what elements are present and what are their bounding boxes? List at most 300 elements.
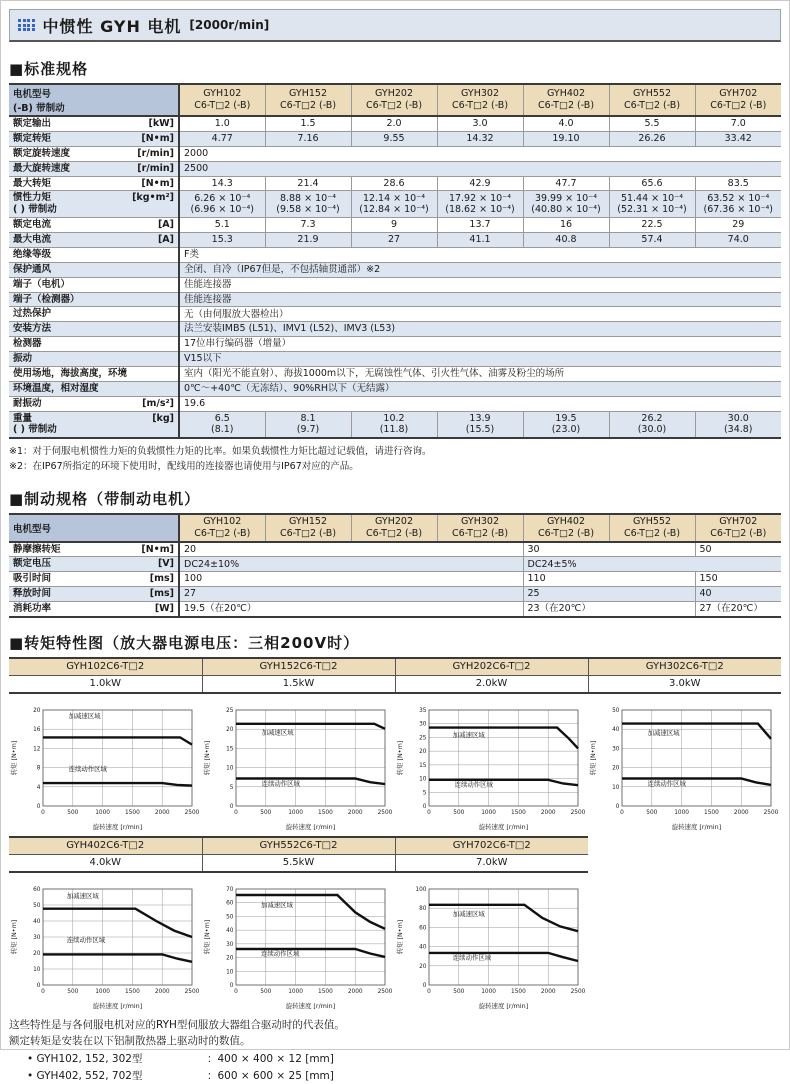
svg-text:4: 4 [36,784,41,791]
svg-text:15: 15 [226,746,234,753]
table-cell: 25 [523,587,695,602]
table-cell: 150 [695,572,781,587]
model-header-cell: GYH402 C6-T□2 (-B) [523,84,609,116]
svg-text:20: 20 [33,950,41,957]
table-cell: 重量 [kg] ( ) 带制动 [9,411,179,438]
svg-text:0: 0 [36,803,41,810]
table-cell: 57.4 [609,233,695,248]
svg-text:转矩 [N•m]: 转矩 [N•m] [203,740,211,776]
heatsink-size: ：600 × 600 × 25 [mm] [207,1069,334,1082]
table-cell: 47.7 [523,176,609,191]
table-row [9,352,781,367]
table-cell: 26.26 [609,131,695,146]
svg-text:旋转速度 [r/min]: 旋转速度 [r/min] [92,1001,143,1010]
table-cell: 静摩擦转矩 [N•m] [9,542,179,557]
svg-text:40: 40 [33,918,41,925]
table-cell: 74.0 [695,233,781,248]
model-header-cell: GYH702 C6-T□2 (-B) [695,514,781,542]
svg-text:连续动作区域: 连续动作区域 [647,779,686,788]
svg-text:16: 16 [33,727,41,734]
table-cell: 63.52 × 10⁻⁴ (67.36 × 10⁻⁴) [695,191,781,218]
chart-power-cell: 1.5kW [202,675,395,693]
table-cell: 19.6 [179,396,781,411]
svg-text:0: 0 [234,988,238,995]
svg-text:40: 40 [612,727,620,734]
table-cell: 最大旋转速度 [r/min] [9,161,179,176]
svg-text:20: 20 [419,749,427,756]
model-header-cell: GYH202 C6-T□2 (-B) [351,514,437,542]
dot-grid-icon [18,19,35,31]
svg-text:加减速区域: 加减速区域 [66,891,99,900]
table-cell: 21.9 [265,233,351,248]
table-row [9,218,781,233]
table-row [9,191,781,218]
table-cell: 使用场地，海拔高度，环境 [9,366,179,381]
svg-text:2500: 2500 [184,809,200,816]
heatsink-size: ：400 × 400 × 12 [mm] [207,1053,334,1066]
table-cell: 110 [523,572,695,587]
svg-text:0: 0 [41,809,45,816]
table-cell: 2000 [179,146,781,161]
svg-text:连续动作区域: 连续动作区域 [66,935,106,944]
table-cell: 19.5 (23.0) [523,411,609,438]
table-cell: 保护通风 [9,262,179,277]
svg-text:1000: 1000 [481,988,496,995]
svg-text:旋转速度 [r/min]: 旋转速度 [r/min] [285,1001,336,1010]
table-row [9,411,781,438]
torque-chart-cell [202,702,395,832]
svg-text:2500: 2500 [377,809,393,816]
table-cell: F类 [179,247,781,262]
svg-text:转矩 [N•m]: 转矩 [N•m] [589,740,597,776]
chart-power-cell: 2.0kW [395,675,588,693]
svg-text:20: 20 [419,963,427,970]
table-cell: 15.3 [179,233,265,248]
table-cell: 7.0 [695,116,781,131]
svg-text:2000: 2000 [347,809,363,816]
torque-chart-1.5kW [202,702,395,832]
table-row [9,247,781,262]
model-header-cell: GYH552 C6-T□2 (-B) [609,514,695,542]
svg-text:2500: 2500 [570,809,586,816]
table-cell: 5.1 [179,218,265,233]
svg-text:转矩 [N•m]: 转矩 [N•m] [10,740,18,776]
svg-text:2000: 2000 [540,809,556,816]
heatsink-model: • GYH402, 552, 702型 [27,1069,143,1082]
svg-text:连续动作区域: 连续动作区域 [452,953,492,962]
svg-text:0: 0 [620,809,624,816]
footer-notes [9,1017,781,1084]
svg-text:20: 20 [226,955,234,962]
svg-text:1000: 1000 [95,809,110,816]
note-1: ※1：对于伺服电机惯性力矩的负载惯性力矩的比率。如果负载惯性力矩比超过记载值，请进行咨询。 [9,446,432,458]
table-cell: 13.7 [437,218,523,233]
torque-chart-row1 [9,702,781,832]
table-cell: 33.42 [695,131,781,146]
table-row [9,322,781,337]
model-header-cell: GYH102 C6-T□2 (-B) [179,84,265,116]
svg-text:加减速区域: 加减速区域 [647,728,680,737]
page-title-suffix: [2000r/min] [189,18,270,32]
svg-text:0: 0 [36,982,41,989]
table-cell: 耐振动 [m/s²] [9,396,179,411]
torque-chart-header-row2-body [9,837,588,872]
torque-chart-2.0kW [395,702,588,832]
brake-spec-table [9,513,781,618]
svg-text:500: 500 [67,988,79,995]
table-cell: 额定输出 [kW] [9,116,179,131]
chart-model-cell: GYH102C6-T□2 [9,658,202,676]
table-row [9,307,781,322]
svg-text:500: 500 [67,809,79,816]
table-row [9,337,781,352]
torque-chart-5.5kW [202,881,395,1011]
note-2: ※2：在IP67所指定的环境下使用时，配线用的连接器也请使用与IP67对应的产品。 [9,460,359,472]
torque-chart-cell [588,702,781,832]
svg-text:连续动作区域: 连续动作区域 [261,949,300,958]
svg-text:500: 500 [260,988,272,995]
table-cell: 41.1 [437,233,523,248]
table-cell: 17位串行编码器（增量） [179,337,781,352]
table-cell: 法兰安装IMB5 (L51)、IMV1 (L52)、IMV3 (L53) [179,322,781,337]
table-cell: 14.3 [179,176,265,191]
svg-text:0: 0 [229,803,234,810]
table-cell: 19.5（在20℃） [179,602,523,617]
model-header-cell: GYH302 C6-T□2 (-B) [437,84,523,116]
table-cell: 30.0 (34.8) [695,411,781,438]
chart-power-cell: 4.0kW [9,854,202,872]
chart-model-row [9,837,588,855]
table-row [9,381,781,396]
table-cell: 额定转矩 [N•m] [9,131,179,146]
model-header-cell: GYH102 C6-T□2 (-B) [179,514,265,542]
table-cell: 4.77 [179,131,265,146]
brake-spec-table-body [9,514,781,617]
table-cell: 最大电流 [A] [9,233,179,248]
table-cell: 14.32 [437,131,523,146]
table-cell: 额定电压 [V] [9,557,179,572]
svg-text:1500: 1500 [511,988,526,995]
table-cell: 7.16 [265,131,351,146]
svg-text:40: 40 [226,928,234,935]
table-cell: 26.2 (30.0) [609,411,695,438]
svg-text:转矩 [N•m]: 转矩 [N•m] [396,740,404,776]
svg-text:15: 15 [419,762,427,769]
table-cell: 额定旋转速度 [r/min] [9,146,179,161]
table-row [9,116,781,131]
table-cell: 2500 [179,161,781,176]
heatsink-list [9,1051,781,1084]
svg-text:1000: 1000 [288,809,303,816]
svg-text:0: 0 [422,982,427,989]
table-row [9,572,781,587]
svg-text:连续动作区域: 连续动作区域 [454,780,493,789]
table-cell: 5.5 [609,116,695,131]
table-cell: 1.5 [265,116,351,131]
svg-text:25: 25 [226,707,234,714]
svg-text:1500: 1500 [318,809,333,816]
svg-text:1000: 1000 [481,809,496,816]
svg-text:1000: 1000 [674,809,689,816]
svg-text:转矩 [N•m]: 转矩 [N•m] [203,919,211,955]
table-cell: 吸引时间 [ms] [9,572,179,587]
svg-text:1500: 1500 [511,809,526,816]
svg-text:20: 20 [226,727,234,734]
svg-text:连续动作区域: 连续动作区域 [68,764,107,773]
svg-text:20: 20 [612,765,620,772]
svg-text:0: 0 [422,803,427,810]
torque-chart-cell [395,881,588,1011]
svg-text:30: 30 [33,934,41,941]
heatsink-model: • GYH102, 152, 302型 [27,1053,143,1066]
svg-text:60: 60 [226,900,234,907]
svg-text:加减速区域: 加减速区域 [261,728,294,737]
section-heading-standard: ■标准规格 [9,60,89,78]
table-cell: 27 [351,233,437,248]
heatsink-item [27,1051,781,1067]
svg-text:2000: 2000 [733,809,749,816]
svg-text:500: 500 [646,809,658,816]
svg-text:10: 10 [226,969,234,976]
model-header-cell: GYH152 C6-T□2 (-B) [265,514,351,542]
svg-text:2500: 2500 [184,988,200,995]
svg-text:25: 25 [419,735,427,742]
table-cell: 2.0 [351,116,437,131]
table-cell: 6.5 (8.1) [179,411,265,438]
table-cell: 17.92 × 10⁻⁴ (18.62 × 10⁻⁴) [437,191,523,218]
svg-text:连续动作区域: 连续动作区域 [261,779,300,788]
table-cell: 12.14 × 10⁻⁴ (12.84 × 10⁻⁴) [351,191,437,218]
table-cell: 4.0 [523,116,609,131]
chart-model-cell: GYH552C6-T□2 [202,837,395,855]
table-cell: 3.0 [437,116,523,131]
table-cell: 额定电流 [A] [9,218,179,233]
svg-text:1500: 1500 [318,988,333,995]
model-header-cell: GYH702 C6-T□2 (-B) [695,84,781,116]
table-cell: 27 [179,587,523,602]
torque-chart-header-row1-body [9,658,781,693]
table-cell: 1.0 [179,116,265,131]
svg-text:12: 12 [33,746,41,753]
svg-text:500: 500 [453,809,465,816]
svg-text:2000: 2000 [154,988,170,995]
svg-text:5: 5 [229,784,234,791]
svg-text:1500: 1500 [704,809,719,816]
table-header-row [9,514,781,542]
svg-text:5: 5 [422,790,427,797]
table-cell: 全闭、自冷（IP67但是，不包括轴贯通部）※2 [179,262,781,277]
svg-text:50: 50 [612,707,620,714]
svg-text:加减速区域: 加减速区域 [452,730,485,739]
table-row [9,292,781,307]
svg-text:0: 0 [427,988,431,995]
table-cell: 最大转矩 [N•m] [9,176,179,191]
table-cell: 释放时间 [ms] [9,587,179,602]
svg-text:1000: 1000 [95,988,110,995]
model-header-cell: GYH152 C6-T□2 (-B) [265,84,351,116]
section-heading-brake: ■制动规格（带制动电机） [9,489,201,508]
table-row [9,557,781,572]
svg-text:500: 500 [453,988,465,995]
chart-model-cell: GYH702C6-T□2 [395,837,588,855]
svg-text:加减速区域: 加减速区域 [261,900,293,909]
chart-model-cell: GYH402C6-T□2 [9,837,202,855]
svg-text:旋转速度 [r/min]: 旋转速度 [r/min] [671,822,722,831]
svg-text:50: 50 [33,902,41,909]
chart-power-row [9,675,781,693]
svg-text:0: 0 [615,803,620,810]
svg-text:0: 0 [229,982,234,989]
svg-text:30: 30 [419,721,427,728]
torque-chart-cell [9,881,202,1011]
table-cell: 100 [179,572,523,587]
chart-power-cell: 1.0kW [9,675,202,693]
svg-text:60: 60 [33,886,41,893]
svg-text:2500: 2500 [570,988,586,995]
table-row [9,176,781,191]
svg-text:1500: 1500 [125,809,140,816]
svg-text:60: 60 [419,925,427,932]
torque-chart-header-row1 [9,657,781,694]
table-cell: 65.6 [609,176,695,191]
svg-text:35: 35 [419,707,427,714]
table-cell: 23（在20℃） [523,602,695,617]
table-cell: 50 [695,542,781,557]
section-heading-torque: ■转矩特性图（放大器电源电压：三相200V时） [9,633,360,652]
table-row [9,542,781,557]
table-cell: 佳能连接器 [179,277,781,292]
svg-text:70: 70 [226,886,234,893]
torque-chart-3.0kW [588,702,781,832]
chart-power-row [9,854,588,872]
svg-text:10: 10 [419,776,427,783]
table-cell: 22.5 [609,218,695,233]
table-row [9,262,781,277]
table-cell: V15以下 [179,352,781,367]
svg-text:2500: 2500 [763,809,779,816]
table-row [9,366,781,381]
model-header-cell: GYH402 C6-T□2 (-B) [523,514,609,542]
torque-chart-header-row2 [9,836,588,873]
svg-text:转矩 [N•m]: 转矩 [N•m] [10,919,18,955]
table-row [9,396,781,411]
footer-line-2: 额定转矩是安装在以下铝制散热器上驱动时的数值。 [9,1035,251,1048]
chart-model-row [9,658,781,676]
model-header-cell: GYH202 C6-T□2 (-B) [351,84,437,116]
table-header-row [9,84,781,116]
table-cell: 21.4 [265,176,351,191]
svg-text:100: 100 [415,886,427,893]
table-cell: 51.44 × 10⁻⁴ (52.31 × 10⁻⁴) [609,191,695,218]
model-header-cell: GYH552 C6-T□2 (-B) [609,84,695,116]
table-cell: 环境温度，相对湿度 [9,381,179,396]
table-cell: 8.1 (9.7) [265,411,351,438]
svg-text:50: 50 [226,914,234,921]
svg-text:1000: 1000 [288,988,303,995]
table-cell: 16 [523,218,609,233]
model-header-cell: GYH302 C6-T□2 (-B) [437,514,523,542]
table-cell: 30 [523,542,695,557]
table-cell: 27（在20℃） [695,602,781,617]
svg-text:20: 20 [33,707,41,714]
table-row [9,131,781,146]
chart-model-cell: GYH302C6-T□2 [588,658,781,676]
torque-chart-4.0kW [9,881,202,1011]
table-cell: 13.9 (15.5) [437,411,523,438]
table-cell: DC24±10% [179,557,523,572]
torque-chart-cell [9,702,202,832]
table-cell: 6.26 × 10⁻⁴ (6.96 × 10⁻⁴) [179,191,265,218]
table-cell: 振动 [9,352,179,367]
table-row [9,277,781,292]
table-cell: 安装方法 [9,322,179,337]
table-cell: 消耗功率 [W] [9,602,179,617]
svg-text:0: 0 [234,809,238,816]
table-cell: 绝缘等级 [9,247,179,262]
svg-text:2000: 2000 [154,809,170,816]
svg-text:0: 0 [41,988,45,995]
header-label-cell: 电机型号 (-B) 带制动 [9,84,179,116]
svg-text:10: 10 [226,765,234,772]
table-cell: 过热保护 [9,307,179,322]
table-cell: 10.2 (11.8) [351,411,437,438]
table-cell: 20 [179,542,523,557]
svg-text:8: 8 [36,765,41,772]
chart-model-cell: GYH152C6-T□2 [202,658,395,676]
table-cell: 83.5 [695,176,781,191]
svg-text:10: 10 [33,966,41,973]
table-cell: 9 [351,218,437,233]
footer-line-1: 这些特性是与各伺服电机对应的RYH型伺服放大器组合驱动时的代表值。 [9,1018,345,1031]
table-row [9,161,781,176]
table-notes [9,445,781,474]
page-title: 中惯性 GYH 电机 [42,16,182,36]
table-cell: 佳能连接器 [179,292,781,307]
table-row [9,146,781,161]
svg-text:30: 30 [226,941,234,948]
chart-power-cell: 7.0kW [395,854,588,872]
table-cell: 检测器 [9,337,179,352]
torque-chart-cell [395,702,588,832]
table-cell: 29 [695,218,781,233]
svg-text:旋转速度 [r/min]: 旋转速度 [r/min] [285,822,336,831]
table-cell: 无（由伺服放大器检出） [179,307,781,322]
svg-text:旋转速度 [r/min]: 旋转速度 [r/min] [92,822,143,831]
table-cell: 39.99 × 10⁻⁴ (40.80 × 10⁻⁴) [523,191,609,218]
svg-text:10: 10 [612,784,620,791]
svg-text:30: 30 [612,746,620,753]
heatsink-item [27,1068,781,1084]
table-cell: 端子（电机） [9,277,179,292]
table-cell: 28.6 [351,176,437,191]
table-cell: 7.3 [265,218,351,233]
table-cell: 室内（阳光不能直射）、海拔1000m以下，无腐蚀性气体、引火性气体、油雾及粉尘的场所 [179,366,781,381]
table-cell: 19.10 [523,131,609,146]
standard-spec-table [9,83,781,439]
svg-text:2000: 2000 [347,988,363,995]
svg-text:2000: 2000 [540,988,556,995]
chart-model-cell: GYH202C6-T□2 [395,658,588,676]
torque-chart-1.0kW [9,702,202,832]
header-label-cell: 电机型号 [9,514,179,542]
torque-chart-row2 [9,881,588,1011]
torque-chart-cell [202,881,395,1011]
svg-text:500: 500 [260,809,272,816]
svg-text:旋转速度 [r/min]: 旋转速度 [r/min] [478,822,529,831]
table-row [9,233,781,248]
table-cell: 40.8 [523,233,609,248]
table-cell: 0℃～+40℃（无冻结）、90%RH以下（无结露） [179,381,781,396]
